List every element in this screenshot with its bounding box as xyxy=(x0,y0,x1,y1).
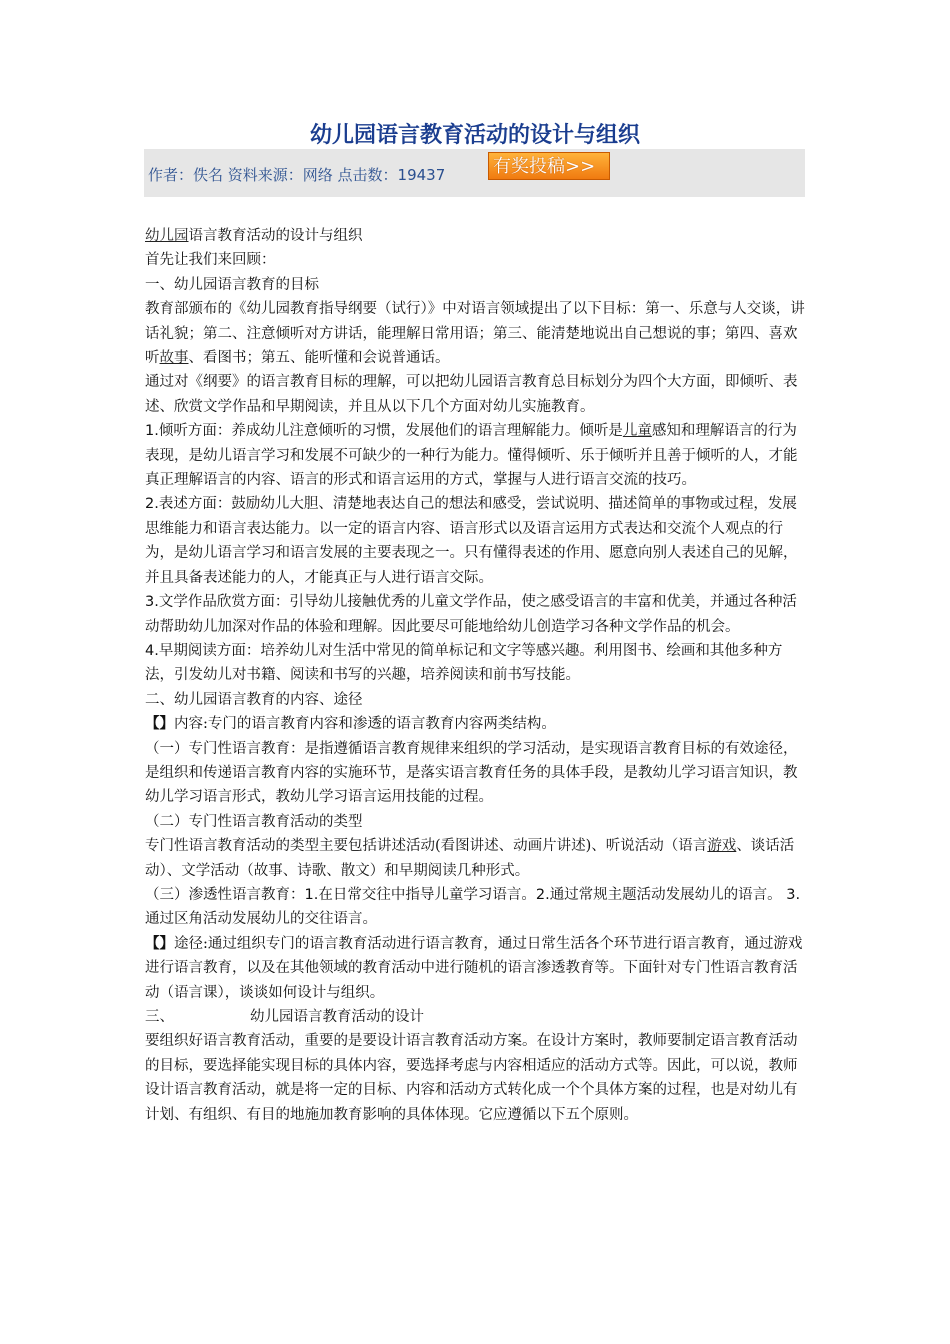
listening-item xyxy=(145,419,810,492)
section-3-title xyxy=(145,1005,810,1029)
body-heading xyxy=(145,224,810,248)
subsection-3 xyxy=(145,883,810,932)
subsection-3-text-d: 通过区角活动发展幼儿的交往语言。 xyxy=(145,911,377,928)
article-meta-bar xyxy=(144,149,805,197)
section-3-number: 三、 xyxy=(145,1009,174,1025)
article-title: 幼儿园语言教育活动的设计与组织 xyxy=(309,123,640,148)
subsection-2-text-b: 、谈话活动）、文学活动（故事、诗歌、散文）和早期阅读几种形式。 xyxy=(145,838,795,879)
section-2-title: 二、幼儿园语言教育的内容、途径 xyxy=(145,691,363,708)
literature-text: 文学作品欣赏方面：引导幼儿接触优秀的儿童文学作品，使之感受语言的丰富和优美，并通过各种活动帮助幼儿加深对作品的体验和理解。因此要尽可能地给幼儿创造学习各种文学作品的机会。 xyxy=(145,594,797,635)
item-number: 3. xyxy=(786,886,801,903)
bracket-mark: 【】 xyxy=(145,715,174,733)
literature-item xyxy=(145,590,810,639)
review-line: 首先让我们来回顾： xyxy=(145,252,276,269)
subsection-2 xyxy=(145,834,810,883)
goals-text-b: 、看图书；第五、能听懂和会说普通话。 xyxy=(188,350,450,367)
reading-item xyxy=(145,639,810,688)
story-link[interactable]: 故事 xyxy=(159,350,189,367)
item-number: 3. xyxy=(145,594,159,611)
kindergarten-link[interactable]: 幼儿园 xyxy=(145,228,189,244)
subsection-3-text-a: （三）渗透性语言教育： xyxy=(145,886,305,903)
meta-info: 作者：佚名 资料来源：网络 点击数： xyxy=(148,166,398,184)
path-text: 途径:通过组织专门的语言教育活动进行语言教育，通过日常生活各个环节进行语言教育，通过游戏进行语言教育，以及在其他领域的教育活动中进行随机的语言渗透教育等。下面针对专门性语言教育活动（语言课），谈谈如何设计与组织。 xyxy=(145,935,803,1001)
reading-text: 早期阅读方面：培养幼儿对生活中常见的简单标记和文字等感兴趣。利用图书、绘画和其他多种方法，引发幼儿对书籍、阅读和书写的兴趣，培养阅读和前书写技能。 xyxy=(145,642,783,684)
subsection-2-text-a: 专门性语言教育活动的类型主要包括讲述活动(看图讲述、动画片讲述)、听说活动（语言 xyxy=(145,838,708,855)
subsection-1: （一）专门性语言教育：是指遵循语言教育规律来组织的学习活动，是实现语言教育目标的有效途径，是组织和传递语言教育内容的实施环节，是落实语言教育任务的具体手段，是教幼儿学习语言知识，教幼儿学习语言形式，教幼儿学习语言运用技能的过程。 xyxy=(145,740,798,806)
item-number: 2. xyxy=(145,496,159,513)
expression-item xyxy=(145,492,810,590)
design-paragraph: 要组织好语言教育活动，重要的是要设计语言教育活动方案。在设计方案时，教师要制定语言教育活动的目标，要选择能实现目标的具体内容，要选择考虑与内容相适应的活动方式等。因此，可以说，教师设计语言教育活动，就是将一定的目标、内容和活动方式转化成一个个具体方案的过程，也是对幼儿有计划、有组织、有目的地施加教育影响的具体体现。它应遵循以下五个原则。 xyxy=(145,1033,798,1123)
content-text: 内容:专门的语言教育内容和渗透的语言教育内容两类结构。 xyxy=(174,716,556,733)
submit-article-button[interactable]: 有奖投稿>> xyxy=(488,152,610,180)
bracket-mark: 【】 xyxy=(145,934,174,952)
subsection-3-text-c: 通过常规主题活动发展幼儿的语言。 xyxy=(549,886,787,903)
section-3-title-text: 幼儿园语言教育活动的设计 xyxy=(250,1009,424,1025)
goals-paragraph xyxy=(145,297,810,370)
subsection-3-text-b: 在日常交往中指导儿童学习语言。 xyxy=(318,886,536,903)
section-1-title: 一、幼儿园语言教育的目标 xyxy=(145,276,319,293)
item-number: 4. xyxy=(145,642,159,659)
path-line xyxy=(145,932,810,1005)
hit-count: 19437 xyxy=(397,166,446,184)
item-number: 1. xyxy=(145,423,159,440)
item-number: 1. xyxy=(304,886,319,903)
subsection-2-title: （二）专门性语言教育活动的类型 xyxy=(145,813,363,830)
goals-text-a: 教育部颁布的《幼儿园教育指导纲要（试行）》中对语言领域提出了以下目标：第一、乐意与人交谈，讲话礼貌；第二、注意倾听对方讲话，能理解日常用语；第三、能清楚地说出自己想说的事；第四、喜欢听 xyxy=(145,301,805,367)
content-line xyxy=(145,712,810,736)
children-link[interactable]: 儿童 xyxy=(622,423,652,440)
article-meta xyxy=(148,164,445,185)
listening-text-b: 感知和理解语言的行为表现，是幼儿语言学习和发展不可缺少的一种行为能力。懂得倾听、乐于倾听并且善于倾听的人，才能真正理解语言的内容、语言的形式和语言运用的方式，掌握与人进行语言交流的技巧。 xyxy=(145,423,798,489)
expression-text: 表述方面：鼓励幼儿大胆、清楚地表达自己的想法和感受，尝试说明、描述简单的事物或过程，发展思维能力和语言表达能力。以一定的语言内容、语言形式以及语言运用方式表达和交流个人观点的行为，是幼儿语言学习和语言发展的主要表现之一。只有懂得表述的作用、愿意向别人表述自己的见解，并且具备表述能力的人，才能真正与人进行语言交际。 xyxy=(145,496,798,586)
outline-paragraph: 通过对《纲要》的语言教育目标的理解，可以把幼儿园语言教育总目标划分为四个大方面，即倾听、表述、欣赏文学作品和早期阅读，并且从以下几个方面对幼儿实施教育。 xyxy=(145,374,798,415)
game-link[interactable]: 游戏 xyxy=(707,838,737,855)
body-heading-text: 语言教育活动的设计与组织 xyxy=(188,228,363,244)
article-body xyxy=(145,224,810,1127)
listening-text-a: 倾听方面：养成幼儿注意倾听的习惯，发展他们的语言理解能力。倾听是 xyxy=(158,423,623,440)
item-number: 2. xyxy=(535,886,550,903)
